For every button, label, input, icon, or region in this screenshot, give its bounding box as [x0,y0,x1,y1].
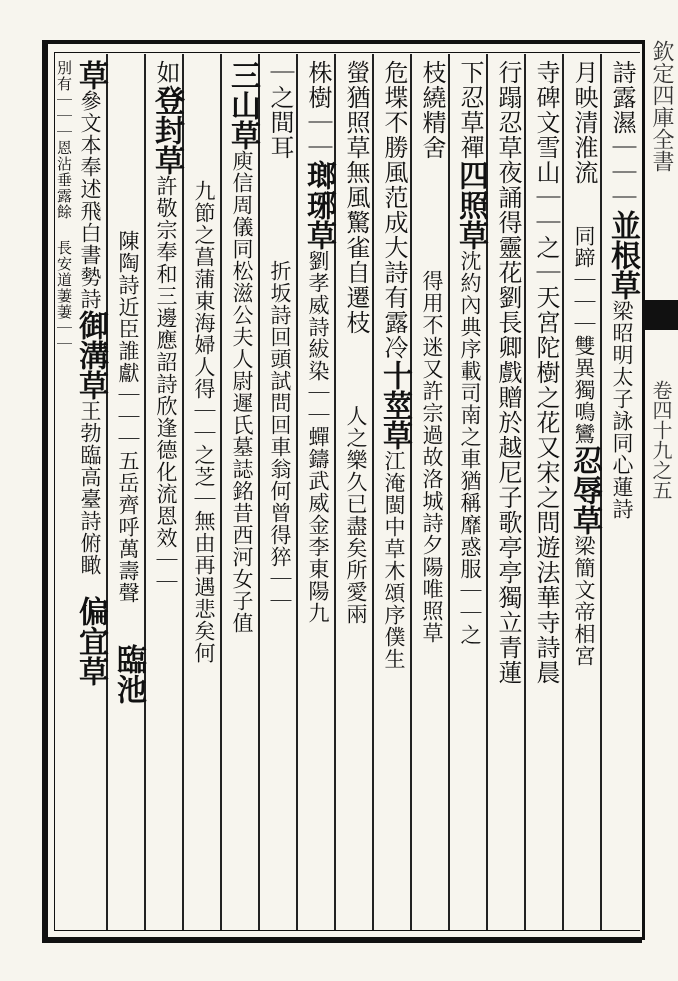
entry-heading: 登封草 [149,85,184,175]
column-text: 九節之菖蒲東海婦人得｜｜之芝｜無由再遇悲矣何 [192,180,216,664]
column-text: 陳陶詩近臣誰獻｜｜｜五岳齊呼萬壽聲 [116,230,140,604]
column-text: 枝繞精舍 [418,60,446,160]
column-text: 寺碑文雪山｜｜之｜天宮陀樹之花又宋之問遊法華寺詩晨 [532,60,560,685]
text-column-14 [109,60,147,930]
entry-heading: 並根草 [605,210,640,300]
text-column-9 [299,60,337,930]
column-text: 長安道萋萋｜｜ [55,240,73,352]
text-column-4 [489,60,527,930]
column-text: 折坂詩回頭試問回車翁何曾得猝｜｜ [268,260,292,612]
column-text: 人之樂久已盡矣所愛兩 [344,405,368,625]
column-text: 庾信周儀同松滋公夫人尉遲氏墓誌銘昔西河女子值 [230,150,254,634]
entry-heading: 御溝草 [73,310,108,400]
column-text: 許敬宗奉和三邊應詔詩欣逢德化流恩效｜｜ [154,175,178,593]
column-text: 月映清淮流 [570,60,598,185]
text-column-5 [451,60,489,930]
column-text: 下忍草禪 [456,60,484,160]
text-column-6 [413,60,451,930]
entry-heading: 四照草 [453,160,488,250]
column-text: 別有｜｜｜恩沾垂露餘 [55,60,73,220]
page-edge-volume: 卷四十九之五 [649,380,673,500]
column-text: 梁昭明太子詠同心蓮詩 [610,300,634,520]
column-text: 劉孝威詩紱染｜｜蟬鑄武威金李東陽九 [306,250,330,624]
text-column-16 [56,60,72,930]
page-edge-title: 欽定四庫全書 [649,40,674,172]
column-text: 王勃臨高臺詩俯瞰 [78,400,102,576]
entry-heading: 臨池 [111,644,146,704]
text-column-8 [337,60,375,930]
column-text: 詩露濕｜｜｜ [608,60,636,210]
entry-heading: 忍辱草 [567,445,602,535]
column-text: 株樹｜｜ [304,60,332,160]
column-text: 行蹋忍草夜誦得靈花劉長卿戲贈於越尼子歌亭亭獨立青蓮 [494,60,522,685]
entry-heading: 十莖草 [377,360,412,450]
column-text: 參文本奉述飛白書勢詩 [78,90,102,310]
column-text: 梁簡文帝相宮 [572,535,596,667]
text-column-11 [223,60,261,930]
entry-heading: 草 [73,60,108,90]
text-column-10 [261,60,299,930]
column-text: 如 [152,60,180,85]
column-text: 得用不迷又許宗過故洛城詩夕陽唯照草 [420,270,444,644]
column-text: 沈約內典序載司南之車猶稱靡惑服｜｜之 [458,250,482,646]
fishtail-mark [642,300,678,330]
entry-heading: 偏宜草 [73,596,108,686]
page-edge-rule [642,40,645,940]
column-text: 同蹄｜｜｜雙異獨鳴鸞 [572,225,596,445]
column-text: 螢猶照草無風驚雀自遷枝 [342,60,370,335]
text-column-12 [185,60,223,930]
entry-heading: 瑯琊草 [301,160,336,250]
text-column-3 [527,60,565,930]
text-column-13 [147,60,185,930]
text-column-2 [565,60,603,930]
column-text: ｜之間耳 [266,60,294,160]
text-column-15 [71,60,109,930]
text-column-7 [375,60,413,930]
column-text: 危堞不勝風范成大詩有露冷 [380,60,408,360]
column-text: 江淹閩中草木頌序僕生 [382,450,406,670]
entry-heading: 三山草 [225,60,260,150]
text-column-1 [603,60,641,930]
